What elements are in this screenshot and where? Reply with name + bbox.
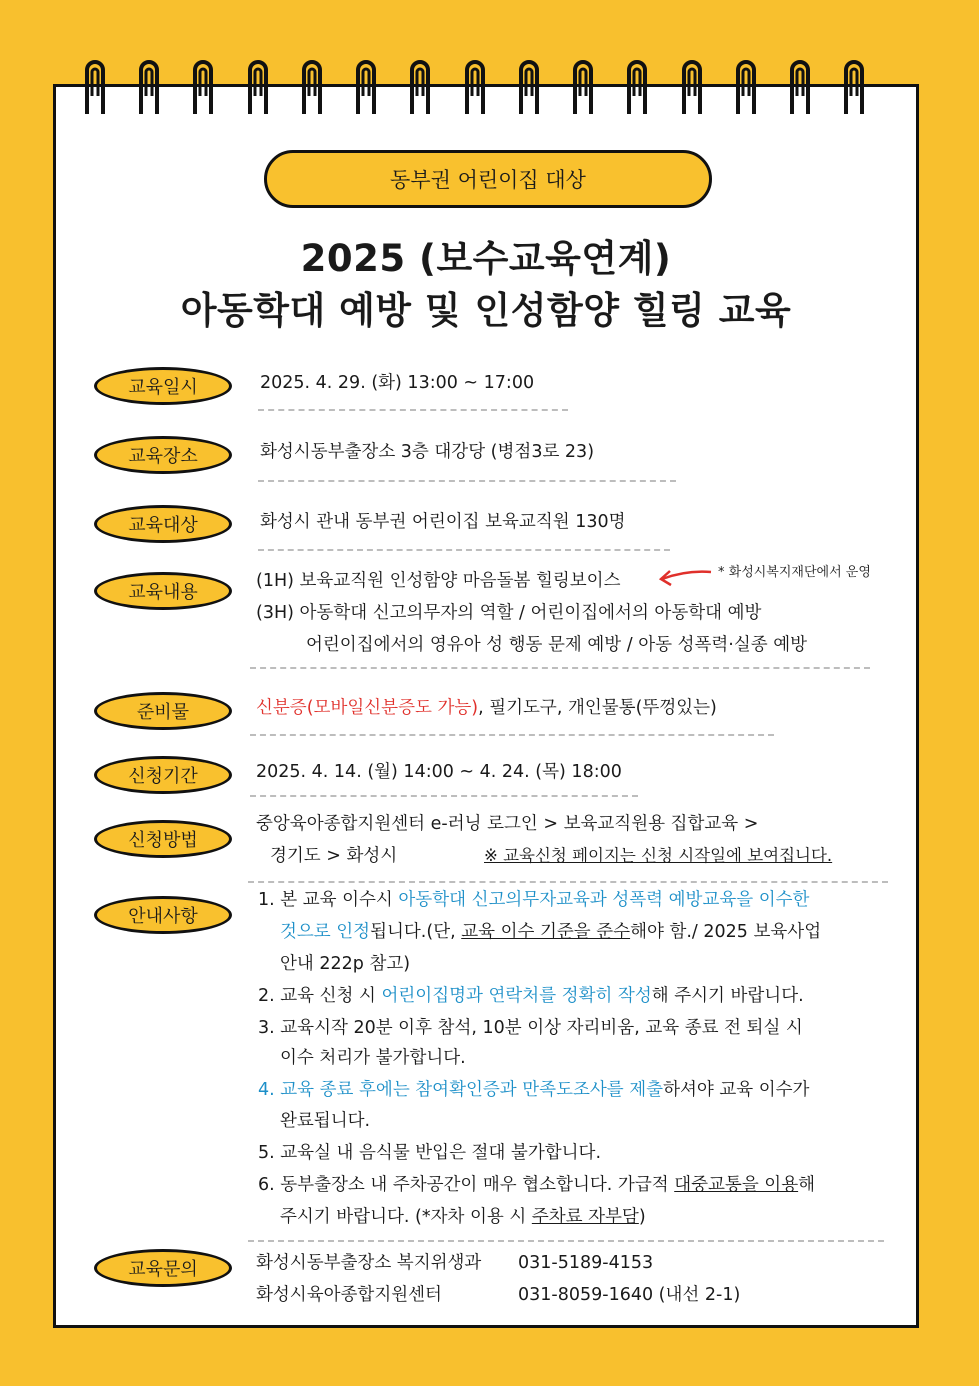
notice-underline: 교육 이수 기준을 준수: [461, 922, 631, 942]
label-method: 신청방법: [94, 820, 232, 858]
spiral-ring-icon: [354, 56, 378, 114]
content-line-1: (1H) 보육교직원 인성함양 마음돌봄 힐링보이스: [256, 571, 621, 591]
title-line-1: 2025 (보수교육연계): [300, 237, 672, 280]
spiral-ring-icon: [842, 56, 866, 114]
date-value: 2025. 4. 29. (화) 13:00 ~ 17:00: [260, 373, 535, 393]
notice-text: 2. 교육 신청 시: [258, 986, 382, 1006]
spiral-ring-icon: [788, 56, 812, 114]
spiral-ring-icon: [734, 56, 758, 114]
notice-highlight: 어린이집명과 연락처를 정확히 작성: [381, 986, 652, 1006]
audience-badge: 동부권 어린이집 대상: [264, 150, 712, 208]
notice-item-4-cont: 완료됩니다.: [280, 1111, 371, 1131]
prep-rest: , 필기도구, 개인물통(뚜껑있는): [478, 698, 717, 718]
content-line-2: (3H) 아동학대 신고의무자의 역할 / 어린이집에서의 아동학대 예방: [256, 603, 762, 623]
notice-text: 1. 본 교육 이수시: [258, 890, 399, 910]
notice-text: 해야 함./ 2025 보육사업: [630, 922, 822, 942]
notice-item-3-cont: 이수 처리가 불가합니다.: [280, 1048, 466, 1068]
notice-item-6: [258, 1173, 815, 1197]
label-prep: 준비물: [94, 692, 232, 730]
label-place: 교육장소: [94, 436, 232, 474]
notice-item-1-cont-2: 안내 222p 참고): [280, 954, 411, 974]
divider: [258, 409, 568, 411]
notice-item-1: [258, 888, 809, 912]
arrow-icon: [656, 566, 714, 588]
label-target: 교육대상: [94, 505, 232, 543]
method-line-1: 중앙육아종합지원센터 e-러닝 로그인 > 보육교직원용 집합교육 >: [256, 814, 759, 834]
divider: [250, 734, 774, 736]
spiral-ring-icon: [571, 56, 595, 114]
content-line-3: 어린이집에서의 영유아 성 행동 문제 예방 / 아동 성폭력·실종 예방: [306, 635, 808, 655]
title-line-2: 아동학대 예방 및 인성함양 힐링 교육: [180, 289, 792, 332]
notice-highlight: 아동학대 신고의무자교육과 성폭력 예방교육을 이수한: [398, 890, 810, 910]
label-period: 신청기간: [94, 756, 232, 794]
notice-text: 주시기 바랍니다. (*자차 이용 시: [280, 1207, 532, 1227]
method-line-2: 경기도 > 화성시: [270, 846, 398, 866]
label-contact: 교육문의: [94, 1249, 232, 1287]
notice-item-5: 5. 교육실 내 음식물 반입은 절대 불가합니다.: [258, 1143, 602, 1163]
notice-item-1-cont: [280, 920, 821, 944]
spiral-ring-icon: [625, 56, 649, 114]
notice-text: 해 주시기 바랍니다.: [651, 986, 804, 1006]
notice-item-4: [258, 1078, 809, 1102]
notice-highlight: 것으로 인정: [280, 922, 371, 942]
label-notice: 안내사항: [94, 896, 232, 934]
spiral-ring-icon: [463, 56, 487, 114]
target-value: 화성시 관내 동부권 어린이집 보육교직원 130명: [260, 512, 626, 532]
divider: [258, 549, 670, 551]
notice-item-3: 3. 교육시작 20분 이후 참석, 10분 이상 자리비움, 교육 종료 전 퇴실 시: [258, 1018, 803, 1038]
notice-text: 6. 동부출장소 내 주차공간이 매우 협소합니다. 가급적: [258, 1175, 675, 1195]
spiral-ring-icon: [191, 56, 215, 114]
notice-text: 됩니다.(단,: [370, 922, 462, 942]
spiral-ring-icon: [517, 56, 541, 114]
period-value: 2025. 4. 14. (월) 14:00 ~ 4. 24. (목) 18:00: [256, 762, 622, 782]
divider: [248, 1240, 884, 1242]
divider: [248, 881, 888, 883]
notice-underline: 대중교통을 이용: [674, 1175, 799, 1195]
notice-text: 하셔야 교육 이수가: [663, 1080, 810, 1100]
divider: [258, 480, 676, 482]
notice-text: ): [638, 1207, 646, 1227]
place-value: 화성시동부출장소 3층 대강당 (병점3로 23): [260, 442, 595, 462]
method-note: ※ 교육신청 페이지는 신청 시작일에 보여집니다.: [484, 846, 833, 865]
contact-tel-1: 031-5189-4153: [518, 1253, 654, 1273]
content-note: * 화성시복지재단에서 운영: [718, 565, 871, 580]
notice-highlight: 4. 교육 종료 후에는 참여확인증과 만족도조사를 제출: [258, 1080, 664, 1100]
notice-item-6-cont: [280, 1205, 646, 1229]
prep-id-required: 신분증(모바일신분증도 가능): [256, 698, 479, 718]
prep-value: [256, 696, 717, 720]
spiral-ring-icon: [408, 56, 432, 114]
notice-underline: 주차료 자부담: [531, 1207, 639, 1227]
spiral-ring-icon: [300, 56, 324, 114]
label-date: 교육일시: [94, 367, 232, 405]
divider: [250, 667, 870, 669]
spiral-ring-icon: [680, 56, 704, 114]
contact-org-1: 화성시동부출장소 복지위생과: [256, 1253, 482, 1273]
spiral-ring-icon: [83, 56, 107, 114]
contact-org-2: 화성시육아종합지원센터: [256, 1285, 442, 1305]
divider: [250, 795, 638, 797]
label-content: 교육내용: [94, 572, 232, 610]
notice-text: 해: [798, 1175, 816, 1195]
contact-tel-2: 031-8059-1640 (내선 2-1): [518, 1285, 741, 1305]
spiral-ring-icon: [246, 56, 270, 114]
notice-item-2: [258, 984, 804, 1008]
spiral-ring-icon: [137, 56, 161, 114]
